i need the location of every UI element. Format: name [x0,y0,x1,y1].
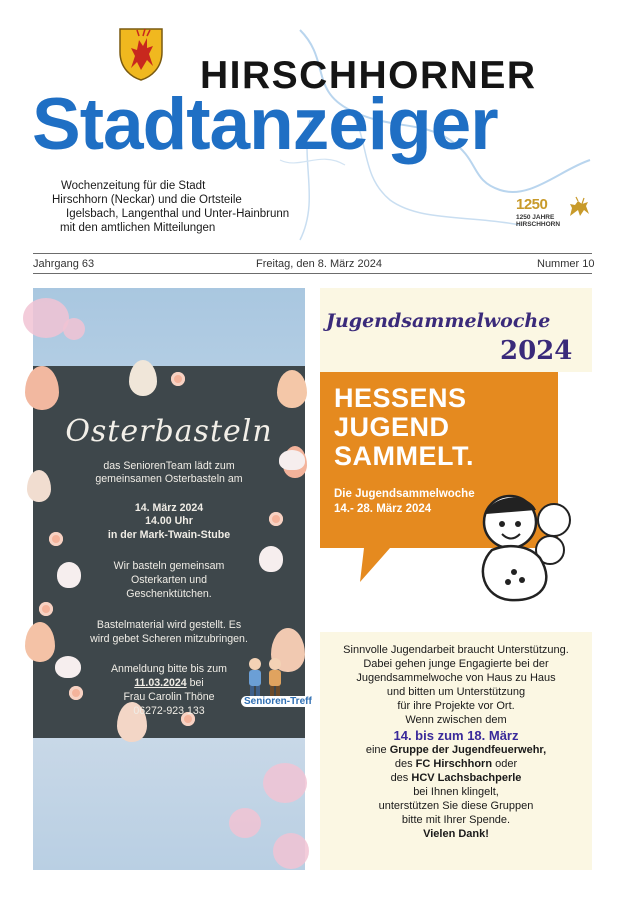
appeal-word: eine [365,744,387,756]
jugendsammelwoche-title: Jugendsammelwoche [326,310,551,332]
appeal-line-group [320,772,592,784]
jugendsammelwoche-year: 2024 [500,336,573,366]
blossom-decoration [273,833,309,869]
appeal-line: unterstützen Sie diese Gruppen [378,800,534,812]
poster-line: Bastelmaterial wird gestellt. Es [96,619,242,631]
appeal-line: für ihre Projekte vor Ort. [397,700,515,712]
easter-egg-icon [129,360,157,396]
anniversary-number: 1250 [516,196,548,213]
campaign-slogan-line: SAMMELT. [334,441,474,472]
appeal-word: des [394,758,413,770]
poster-line: Osterkarten und [131,574,207,586]
poster-line: das SeniorenTeam lädt zum [103,460,235,472]
divider-top [33,253,592,254]
flower-icon [39,602,53,616]
masthead-title-top: HIRSCHHORNER [200,54,537,97]
masthead-subtitle-line: Igelsbach, Langenthal und Unter-Hainbrunn [66,208,290,220]
appeal-line: Wenn zwischen dem [405,714,507,726]
poster-registration-date: 11.03.2024 [134,677,187,689]
appeal-line: Sinnvolle Jugendarbeit braucht Unterstützung. [343,644,569,656]
appeal-line: und bitten um Unterstützung [386,686,526,698]
appeal-group-fc: FC Hirschhorn [415,758,493,770]
easter-egg-icon [25,366,59,410]
appeal-group-hcv: HCV Lachsbachperle [411,772,522,784]
anniversary-logo [516,196,592,232]
jugendsammelwoche-panel [320,288,592,870]
appeal-line: Dabei gehen junge Engagierte bei der [363,658,549,670]
masthead-title-main: Stadtanzeiger [32,84,498,165]
appeal-group-feuerwehr: Gruppe der Jugendfeuerwehr, [389,744,547,756]
appeal-highlight-dates: 14. bis zum 18. März [393,728,519,743]
coat-of-arms-icon [117,26,165,82]
campaign-slogan-line: HESSENS [334,383,467,413]
poster-line: gemeinsamen Osterbasteln am [95,473,243,485]
poster-line: wird gebet Scheren mitzubringen. [90,633,248,645]
poster-contact-name: Frau Carolin Thöne [123,691,215,703]
kids-illustration-icon [470,488,580,608]
poster-event-time: 14.00 Uhr [145,515,193,527]
osterbasteln-title: Osterbasteln [65,414,273,449]
easter-egg-icon [277,370,307,408]
appeal-word: oder [495,758,518,770]
poster-line: Anmeldung bitte bis zum [110,663,227,675]
masthead [0,0,625,250]
divider-bottom [33,273,592,274]
blossom-decoration [229,808,261,838]
campaign-dates: 14.- 28. März 2024 [334,503,432,515]
osterbasteln-poster [33,366,312,738]
appeal-line: bitte mit Ihrer Spende. [401,814,511,826]
blossom-decoration [63,318,85,340]
appeal-line-group [320,758,592,770]
poster-line: Wir basteln gemeinsam [113,560,225,572]
appeal-thanks: Vielen Dank! [423,828,489,840]
masthead-subtitle-line: Wochenzeitung für die Stadt [61,180,206,192]
masthead-subtitle-line: Hirschhorn (Neckar) und die Ortsteile [52,194,242,206]
campaign-slogan [334,384,474,471]
campaign-slogan-line: JUGEND [334,412,450,443]
masthead-subtitle-line: mit den amtlichen Mitteilungen [60,222,216,234]
senioren-treff-badge [237,654,312,716]
anniversary-line: HIRSCHHORN [516,221,561,228]
appeal-line-group [320,744,592,756]
poster-event-date: 14. März 2024 [134,502,204,514]
poster-registration-word: bei [189,677,204,689]
issue-number: Nummer 10 [537,258,595,270]
blossom-decoration [23,298,69,338]
issue-date: Freitag, den 8. März 2024 [256,258,382,270]
deer-icon [566,196,592,218]
campaign-subtitle: Die Jugendsammelwoche [334,488,475,500]
seniors-illustration-icon [237,654,293,698]
osterbasteln-panel [33,288,312,870]
senioren-treff-label: Senioren-Treff [241,696,315,707]
blossom-decoration [263,763,307,803]
appeal-word: des [390,772,409,784]
appeal-line: Jugendsammelwoche von Haus zu Haus [356,672,556,684]
flower-icon [171,372,185,386]
issue-volume: Jahrgang 63 [33,258,95,270]
anniversary-line: 1250 JAHRE [516,214,555,221]
poster-event-location: in der Mark-Twain-Stube [107,529,231,541]
appeal-line: bei Ihnen klingelt, [413,786,499,798]
poster-line: Geschenktütchen. [126,588,212,600]
poster-contact-phone: 06272-923 133 [133,705,205,717]
